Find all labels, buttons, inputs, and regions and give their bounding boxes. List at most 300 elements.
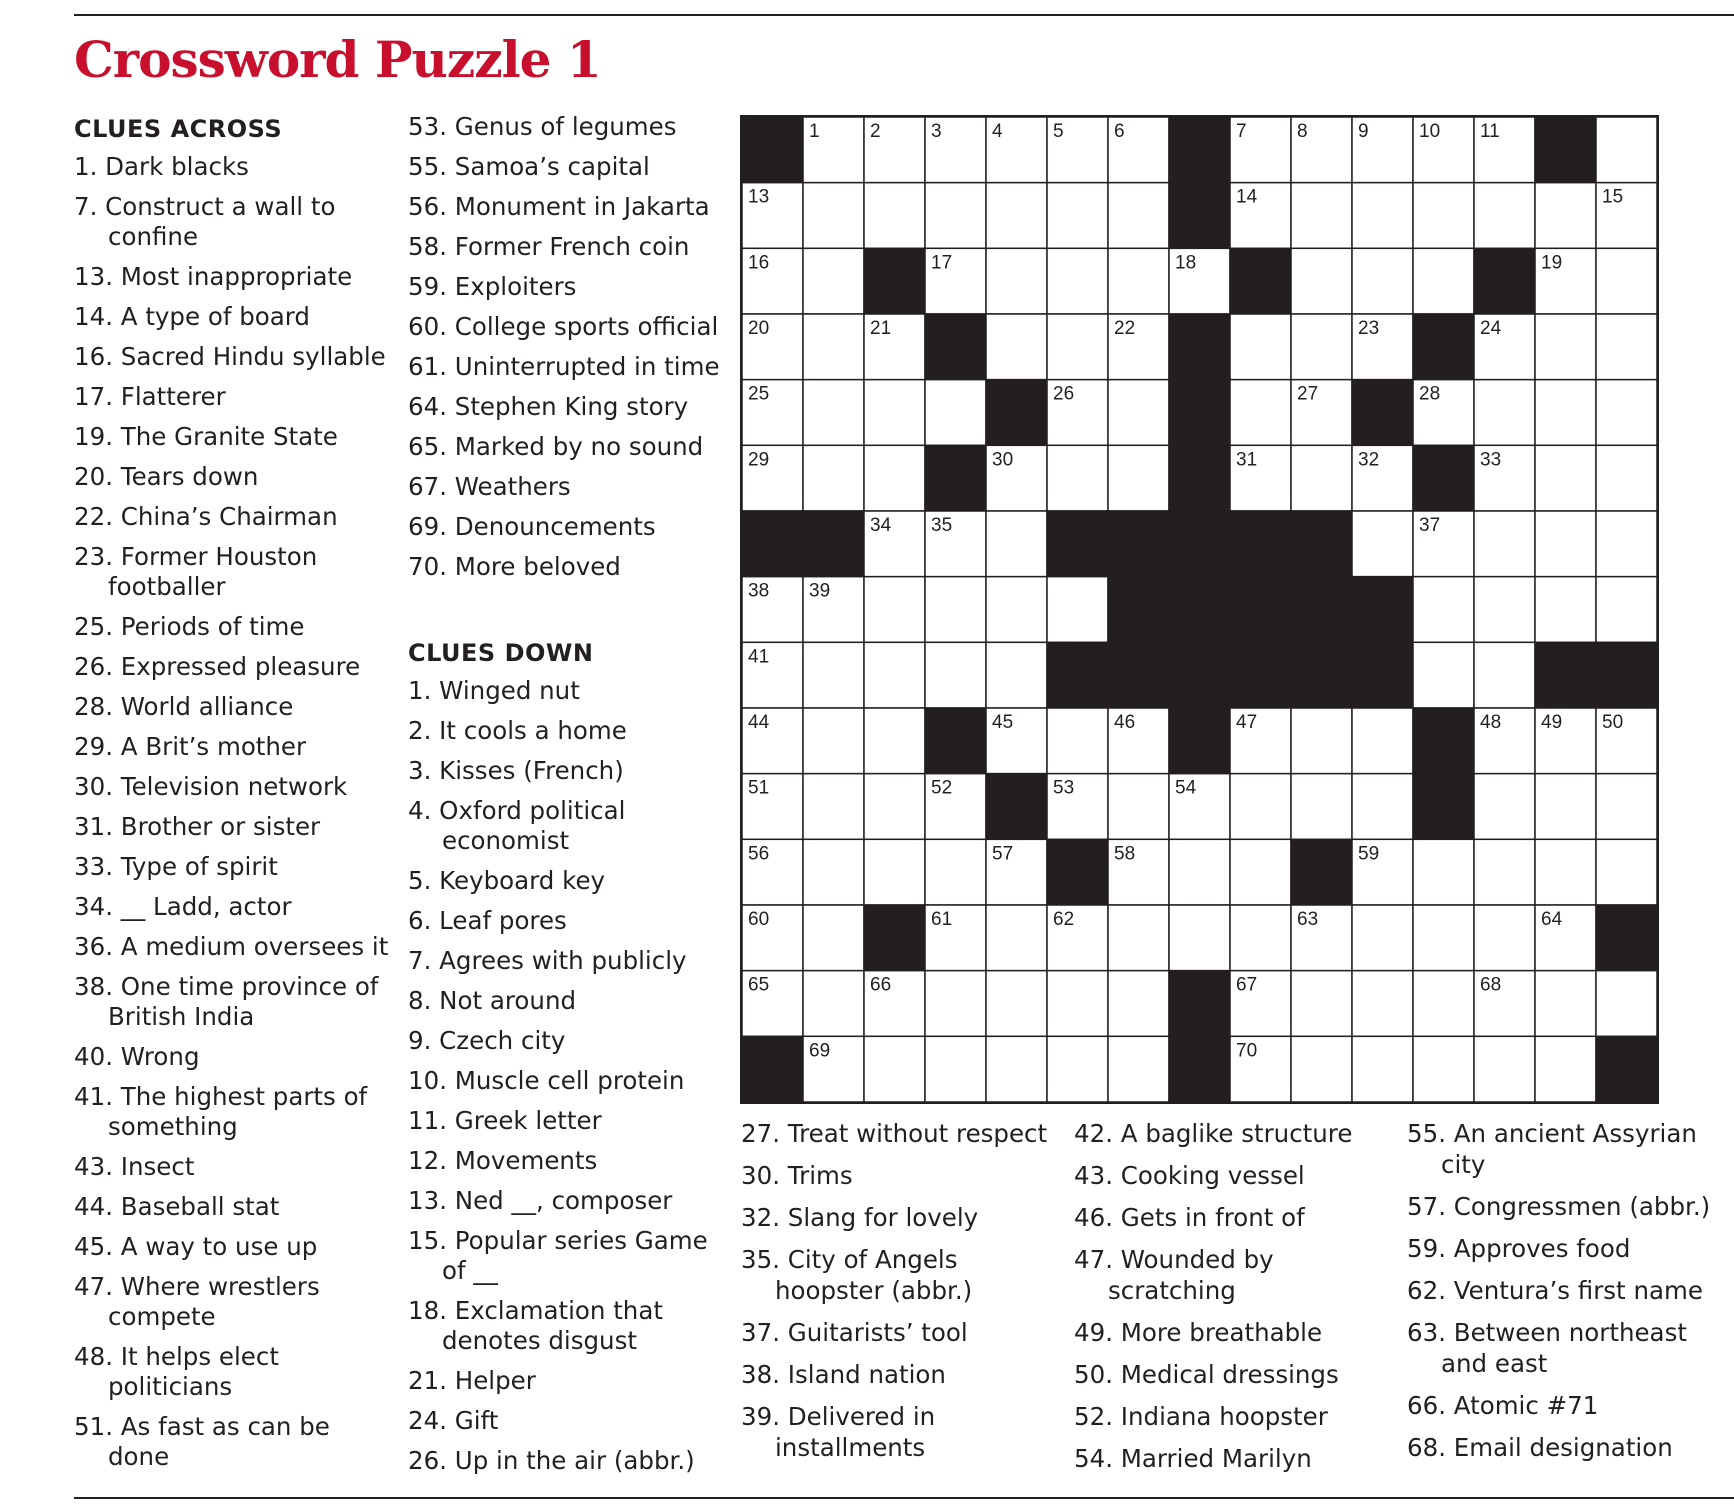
grid-number: 13 [748,186,770,208]
grid-cell[interactable] [1596,774,1657,840]
grid-block [1230,642,1291,708]
grid-cell[interactable] [1352,1036,1413,1102]
grid-cell[interactable] [864,380,925,446]
grid-cell[interactable] [1596,445,1657,511]
grid-cell[interactable] [1047,183,1108,249]
grid-cell[interactable] [1230,774,1291,840]
clue-number: 22 . [74,502,121,531]
grid-number: 47 [1236,712,1258,733]
clue-text: Indiana hoopster [1120,1402,1328,1431]
crossword-grid-svg [742,117,1657,1102]
clue-text: Stephen King story [454,392,689,421]
grid-cell[interactable] [803,971,864,1037]
down-clue-63 [1407,1317,1727,1379]
down-clue-26 [408,1446,728,1476]
grid-cell[interactable] [1596,577,1657,643]
grid-cell[interactable] [1474,577,1535,643]
clue-number: 66 . [1407,1391,1454,1420]
clue-text: Most inappropriate [120,262,353,291]
across-clue-67 [408,472,728,502]
grid-cell[interactable] [1596,380,1657,446]
grid-cell[interactable] [864,839,925,905]
grid-number: 11 [1480,121,1500,142]
grid-cell[interactable] [1291,314,1352,380]
clue-number: 28 . [74,692,121,721]
down-clue-37 [741,1317,1061,1348]
down-clue-9 [408,1026,728,1056]
grid-cell[interactable] [1474,183,1535,249]
grid-number: 31 [1236,449,1258,471]
grid-cell[interactable] [1230,314,1291,380]
clue-number: 31 . [74,812,121,841]
clue-text: Oxford political economist [439,796,626,855]
down-clue-30 [741,1160,1061,1191]
grid-number: 24 [1480,318,1502,339]
grid-cell[interactable] [864,577,925,643]
across-clue-69 [408,512,728,542]
grid-number: 42 [1053,646,1075,668]
grid-block [986,774,1047,840]
grid-cell[interactable] [1047,577,1108,643]
clue-text: Island nation [787,1360,946,1389]
grid-cell[interactable] [1047,1036,1108,1102]
clue-number: 4 . [408,796,439,825]
across-clue-55 [408,152,728,182]
across-clue-43 [74,1152,394,1182]
grid-cell[interactable] [1352,183,1413,249]
grid-number: 44 [748,712,770,733]
across-clue-28 [74,692,394,722]
grid-cell[interactable] [1535,839,1596,905]
grid-number: 34 [870,515,892,536]
clue-number: 24 . [408,1406,455,1435]
across-clue-25 [74,612,394,642]
clue-number: 11 . [408,1106,455,1135]
grid-number: 29 [748,449,770,471]
grid-cell[interactable] [986,971,1047,1037]
clue-number: 53 . [408,112,455,141]
clue-number: 41 . [74,1082,121,1111]
across-clue-41 [74,1082,394,1142]
down-clue-8 [408,986,728,1016]
grid-block [1352,380,1413,446]
grid-cell[interactable] [803,642,864,708]
clue-text: Between northeast and east [1441,1318,1687,1378]
clue-number: 58 . [408,232,455,261]
grid-number: 40 [1358,580,1380,602]
clue-text: Married Marilyn [1120,1444,1312,1473]
clue-number: 13 . [408,1186,455,1215]
grid-cell[interactable] [864,445,925,511]
grid-cell[interactable] [803,839,864,905]
clue-number: 56 . [408,192,455,221]
clue-text: Denouncements [454,512,656,541]
grid-number: 25 [748,383,770,405]
across-clue-40 [74,1042,394,1072]
clue-text: Exclamation that denotes disgust [442,1296,663,1355]
across-clue-64 [408,392,728,422]
grid-cell[interactable] [1413,248,1474,314]
grid-cell[interactable] [1108,971,1169,1037]
clue-text: As fast as can be done [108,1412,330,1471]
grid-cell[interactable] [925,183,986,249]
clue-number: 43 . [1074,1161,1121,1190]
grid-cell[interactable] [803,774,864,840]
grid-cell[interactable] [1474,511,1535,577]
clue-text: Leaf pores [439,906,567,935]
grid-cell[interactable] [1413,839,1474,905]
clue-number: 16 . [74,342,121,371]
clue-number: 7 . [408,946,439,975]
grid-cell[interactable] [1352,971,1413,1037]
grid-cell[interactable] [1535,511,1596,577]
down-clue-list-continued-1 [741,1118,1061,1463]
grid-cell[interactable] [986,314,1047,380]
grid-number: 28 [1419,383,1441,405]
grid-cell[interactable] [803,905,864,971]
grid-number: 49 [1541,712,1563,733]
grid-cell[interactable] [1108,380,1169,446]
grid-cell[interactable] [986,1036,1047,1102]
grid-cell[interactable] [1474,1036,1535,1102]
clue-text: A baglike structure [1120,1119,1353,1148]
grid-number: 51 [748,777,770,799]
grid-cell[interactable] [1291,708,1352,774]
grid-block [1413,708,1474,774]
clue-text: Movements [454,1146,598,1175]
clue-number: 70 . [408,552,455,581]
grid-cell[interactable] [1596,117,1657,183]
grid-cell[interactable] [1352,774,1413,840]
across-clue-30 [74,772,394,802]
across-clue-22 [74,502,394,532]
down-clue-18 [408,1296,728,1356]
grid-cell[interactable] [1169,839,1230,905]
grid-cell[interactable] [803,445,864,511]
grid-number: 55 [1419,777,1441,799]
grid-cell[interactable] [1230,380,1291,446]
grid-cell[interactable] [986,183,1047,249]
across-clue-list-continued [408,112,728,582]
grid-cell[interactable] [1535,1036,1596,1102]
grid-cell[interactable] [1535,314,1596,380]
grid-cell[interactable] [1352,511,1413,577]
grid-cell[interactable] [803,183,864,249]
grid-number: 20 [748,318,770,339]
grid-cell[interactable] [1291,445,1352,511]
grid-cell[interactable] [1291,248,1352,314]
grid-cell[interactable] [1474,380,1535,446]
down-clue-38 [741,1359,1061,1390]
clue-text: An ancient Assyrian city [1441,1119,1697,1179]
clue-number: 36 . [74,932,121,961]
grid-cell[interactable] [864,1036,925,1102]
grid-cell[interactable] [1413,1036,1474,1102]
grid-cell[interactable] [1230,905,1291,971]
grid-cell[interactable] [1108,183,1169,249]
grid-cell[interactable] [1291,774,1352,840]
grid-cell[interactable] [864,642,925,708]
down-clue-52 [1074,1401,1394,1432]
clue-text: A medium oversees it [120,932,389,961]
grid-block [1291,839,1352,905]
clue-text: Popular series Game of __ [442,1226,708,1285]
clue-number: 59 . [408,272,455,301]
across-clue-45 [74,1232,394,1262]
clue-number: 21 . [408,1366,455,1395]
grid-block [1047,839,1108,905]
clue-text: Where wrestlers compete [108,1272,320,1331]
grid-cell[interactable] [1352,905,1413,971]
across-clue-list [74,152,394,1472]
grid-cell[interactable] [1596,839,1657,905]
grid-cell[interactable] [803,708,864,774]
grid-cell[interactable] [986,905,1047,971]
grid-cell[interactable] [803,314,864,380]
grid-number: 43 [1297,646,1319,668]
grid-number: 58 [1114,843,1136,865]
grid-number: 30 [992,449,1014,471]
across-clue-31 [74,812,394,842]
top-rule [74,14,1734,16]
clue-text: More beloved [454,552,621,581]
clue-number: 60 . [408,312,455,341]
grid-block [742,117,803,183]
clue-text: Flatterer [120,382,226,411]
clue-number: 30 . [74,772,121,801]
grid-cell[interactable] [1474,839,1535,905]
grid-cell[interactable] [1047,708,1108,774]
down-clues-column-3 [741,1118,1061,1474]
clue-text: The highest parts of something [108,1082,368,1141]
across-clue-61 [408,352,728,382]
grid-block [1413,314,1474,380]
grid-block [1047,511,1108,577]
across-clue-36 [74,932,394,962]
grid-cell[interactable] [1535,183,1596,249]
grid-cell[interactable] [925,971,986,1037]
grid-cell[interactable] [1474,774,1535,840]
grid-cell[interactable] [1596,248,1657,314]
grid-cell[interactable] [1108,774,1169,840]
clue-text: Former French coin [454,232,690,261]
grid-cell[interactable] [1535,445,1596,511]
grid-cell[interactable] [1108,445,1169,511]
clue-number: 6 . [408,906,439,935]
down-clue-68 [1407,1432,1727,1463]
grid-cell[interactable] [1596,314,1657,380]
grid-cell[interactable] [1291,1036,1352,1102]
grid-cell[interactable] [864,774,925,840]
across-clue-19 [74,422,394,452]
grid-block [1291,577,1352,643]
grid-cell[interactable] [1047,971,1108,1037]
grid-block [864,905,925,971]
grid-cell[interactable] [1047,445,1108,511]
clue-text: Expressed pleasure [120,652,361,681]
grid-cell[interactable] [1474,642,1535,708]
clue-number: 51 . [74,1412,121,1441]
grid-block [1169,183,1230,249]
clue-number: 8 . [408,986,439,1015]
clue-text: Guitarists’ tool [787,1318,968,1347]
grid-number: 54 [1175,777,1197,799]
grid-cell[interactable] [1474,905,1535,971]
down-clue-49 [1074,1317,1394,1348]
grid-cell[interactable] [864,708,925,774]
clue-text: Monument in Jakarta [454,192,710,221]
grid-cell[interactable] [1291,183,1352,249]
clue-text: Television network [120,772,348,801]
clue-number: 68 . [1407,1433,1454,1462]
clue-number: 15 . [408,1226,455,1255]
clue-text: Keyboard key [439,866,606,895]
clue-text: Baseball stat [120,1192,280,1221]
grid-cell[interactable] [986,511,1047,577]
grid-block [1108,577,1169,643]
clue-text: Cooking vessel [1120,1161,1305,1190]
down-clue-list [408,676,728,1476]
grid-cell[interactable] [925,380,986,446]
grid-number: 41 [748,646,770,668]
grid-block [742,1036,803,1102]
grid-block [1169,380,1230,446]
clue-number: 61 . [408,352,455,381]
grid-cell[interactable] [1291,971,1352,1037]
grid-cell[interactable] [925,577,986,643]
down-clue-4 [408,796,728,856]
grid-number: 14 [1236,186,1258,208]
grid-cell[interactable] [925,642,986,708]
grid-cell[interactable] [1108,248,1169,314]
grid-cell[interactable] [803,380,864,446]
grid-cell[interactable] [986,248,1047,314]
grid-cell[interactable] [1413,905,1474,971]
clue-number: 26 . [74,652,121,681]
clue-number: 48 . [74,1342,121,1371]
clue-text: More breathable [1120,1318,1323,1347]
grid-block [803,511,864,577]
grid-cell[interactable] [1535,380,1596,446]
grid-cell[interactable] [1413,642,1474,708]
grid-cell[interactable] [1352,708,1413,774]
down-clue-1 [408,676,728,706]
grid-number: 36 [1297,515,1319,536]
grid-number: 38 [748,580,770,602]
grid-block [1169,577,1230,643]
clue-number: 29 . [74,732,121,761]
clue-text: China’s Chairman [120,502,338,531]
grid-cell[interactable] [1596,971,1657,1037]
grid-cell[interactable] [1108,905,1169,971]
clue-number: 34 . [74,892,121,921]
grid-cell[interactable] [1169,905,1230,971]
grid-block [925,314,986,380]
clue-text: Genus of legumes [454,112,677,141]
clue-number: 1 . [408,676,439,705]
down-clue-42 [1074,1118,1394,1149]
clue-number: 46 . [1074,1203,1121,1232]
grid-cell[interactable] [1413,183,1474,249]
clue-text: Greek letter [454,1106,602,1135]
grid-number: 52 [931,777,953,799]
grid-block [1352,642,1413,708]
grid-cell[interactable] [1535,774,1596,840]
grid-cell[interactable] [1108,1036,1169,1102]
grid-cell[interactable] [1230,839,1291,905]
clue-text: Ned __, composer [454,1186,673,1215]
across-clue-1 [74,152,394,182]
clue-number: 9 . [408,1026,439,1055]
grid-number: 3 [931,121,942,142]
grid-number: 22 [1114,318,1136,339]
down-clue-55 [1407,1118,1727,1180]
clue-text: Brother or sister [120,812,321,841]
grid-cell[interactable] [803,248,864,314]
grid-number: 39 [809,580,831,602]
down-clue-24 [408,1406,728,1436]
grid-cell[interactable] [1047,248,1108,314]
clue-text: One time province of British India [108,972,379,1031]
grid-number: 12 [1541,121,1563,142]
grid-cell[interactable] [1535,577,1596,643]
grid-cell[interactable] [925,1036,986,1102]
grid-cell[interactable] [1047,314,1108,380]
clue-text: Type of spirit [120,852,278,881]
clue-number: 59 . [1407,1234,1454,1263]
across-clue-51 [74,1412,394,1472]
across-clue-17 [74,382,394,412]
down-clue-10 [408,1066,728,1096]
grid-cell[interactable] [986,577,1047,643]
clue-number: 40 . [74,1042,121,1071]
grid-number: 17 [931,252,953,274]
grid-cell[interactable] [1535,971,1596,1037]
clue-number: 39 . [741,1402,788,1431]
grid-block [1535,642,1596,708]
grid-number: 18 [1175,252,1197,274]
clue-text: Kisses (French) [439,756,624,785]
clue-number: 25 . [74,612,121,641]
grid-block [1596,642,1657,708]
grid-cell[interactable] [864,183,925,249]
grid-cell[interactable] [1413,971,1474,1037]
grid-cell[interactable] [1352,248,1413,314]
clue-number: 65 . [408,432,455,461]
grid-number: 66 [870,974,892,996]
clue-number: 64 . [408,392,455,421]
down-clue-57 [1407,1191,1727,1222]
clue-text: Wounded by scratching [1108,1245,1274,1305]
clue-number: 17 . [74,382,121,411]
grid-block [1230,577,1291,643]
grid-cell[interactable] [1596,511,1657,577]
clue-text: Agrees with publicly [439,946,687,975]
grid-cell[interactable] [925,839,986,905]
grid-block [1169,314,1230,380]
grid-number: 32 [1358,449,1380,471]
grid-cell[interactable] [986,642,1047,708]
across-clue-38 [74,972,394,1032]
grid-number: 70 [1236,1040,1258,1062]
clue-text: A Brit’s mother [120,732,307,761]
clue-text: __ Ladd, actor [120,892,292,921]
clue-text: Not around [439,986,577,1015]
grid-number: 21 [870,318,892,339]
grid-cell[interactable] [1413,577,1474,643]
clue-number: 33 . [74,852,121,881]
clue-number: 14 . [74,302,121,331]
